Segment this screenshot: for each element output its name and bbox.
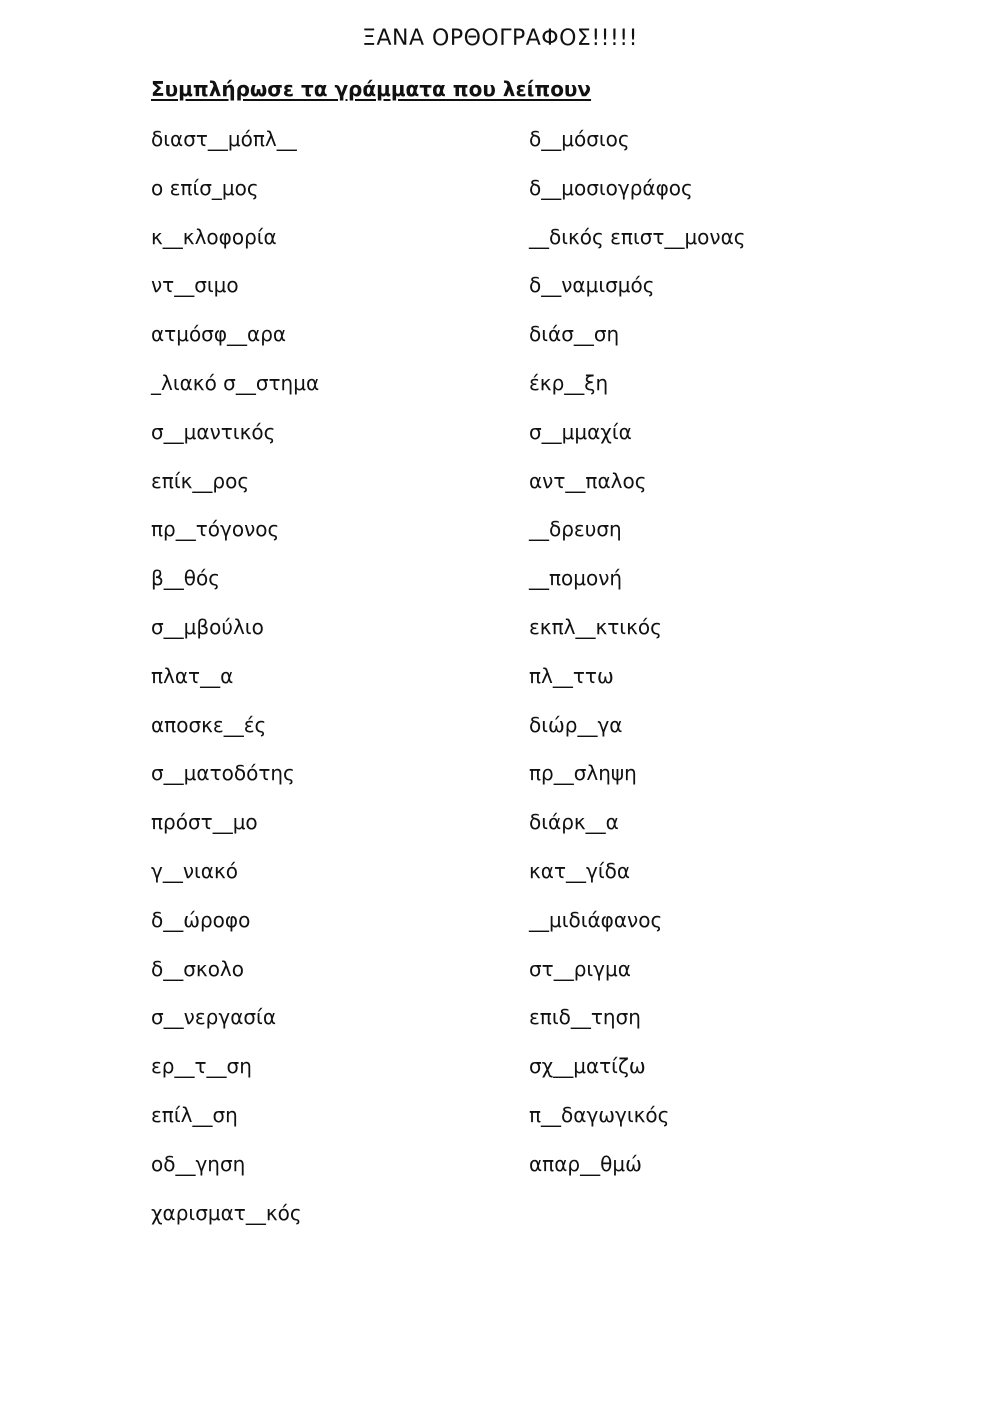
word-item: ντ__σιμο xyxy=(151,273,239,298)
word-item: σ__μβούλιο xyxy=(151,614,264,639)
word-item: χαρισματ__κός xyxy=(151,1200,302,1225)
word-item: __πομονή xyxy=(529,566,623,591)
word-item: γ__νιακό xyxy=(151,858,238,883)
word-item: πρ__τόγονος xyxy=(151,517,280,542)
word-item: πρόστ__μο xyxy=(151,810,258,835)
word-item: __δικός επιστ__μονας xyxy=(529,224,746,249)
word-item: πλ__ττω xyxy=(529,663,614,688)
word-item: ατμόσφ__αρα xyxy=(151,322,287,347)
word-item: πλατ__α xyxy=(151,663,234,688)
word-item: διάσ__ση xyxy=(529,322,620,347)
left-word-list xyxy=(151,125,319,1247)
word-item: __μιδιάφανος xyxy=(529,907,663,932)
word-item: κατ__γίδα xyxy=(529,858,631,883)
instruction-heading: Συμπλήρωσε τα γράμματα που λείπουν xyxy=(151,77,592,101)
word-item: δ__μοσιογράφος xyxy=(529,175,693,200)
word-item: δ__μόσιος xyxy=(529,127,630,151)
word-item: ερ__τ__ση xyxy=(151,1054,252,1079)
word-item: σ__μαντικός xyxy=(151,419,276,444)
word-item: επιδ__τηση xyxy=(529,1005,641,1030)
word-item: _λιακό σ__στημα xyxy=(151,370,320,395)
word-item: διαστ__μόπλ__ xyxy=(151,127,297,151)
right-word-list xyxy=(529,125,746,1199)
word-item: στ__ριγμα xyxy=(529,956,631,981)
word-item: αποσκε__ές xyxy=(151,712,267,737)
page-title: ΞΑΝΑ ΟΡΘΟΓΡΑΦΟΣ!!!!! xyxy=(362,26,638,51)
word-item: οδ__γηση xyxy=(151,1151,246,1176)
word-item: σχ__ματίζω xyxy=(529,1054,646,1079)
word-item: __δρευση xyxy=(529,517,622,542)
word-item: σ__μμαχία xyxy=(529,419,632,444)
word-item: κ__κλοφορία xyxy=(151,224,277,249)
word-item: δ__σκολο xyxy=(151,956,245,981)
word-item: επίκ__ρος xyxy=(151,468,250,493)
word-item: αντ__παλος xyxy=(529,468,647,493)
word-item: π__δαγωγικός xyxy=(529,1102,670,1127)
word-item: εκπλ__κτικός xyxy=(529,614,662,639)
word-item: διώρ__γα xyxy=(529,712,623,737)
word-item: δ__ώροφο xyxy=(151,907,251,932)
word-item: έκρ__ξη xyxy=(529,370,609,395)
word-item: δ__ναμισμός xyxy=(529,273,655,298)
word-item: πρ__σληψη xyxy=(529,761,637,786)
word-item: απαρ__θμώ xyxy=(529,1151,642,1176)
word-item: επίλ__ση xyxy=(151,1102,238,1127)
word-item: ο επίσ_μος xyxy=(151,175,259,200)
word-item: διάρκ__α xyxy=(529,810,619,835)
word-item: σ__ματοδότης xyxy=(151,761,295,786)
word-item: σ__νεργασία xyxy=(151,1005,276,1030)
word-item: β__θός xyxy=(151,566,220,591)
